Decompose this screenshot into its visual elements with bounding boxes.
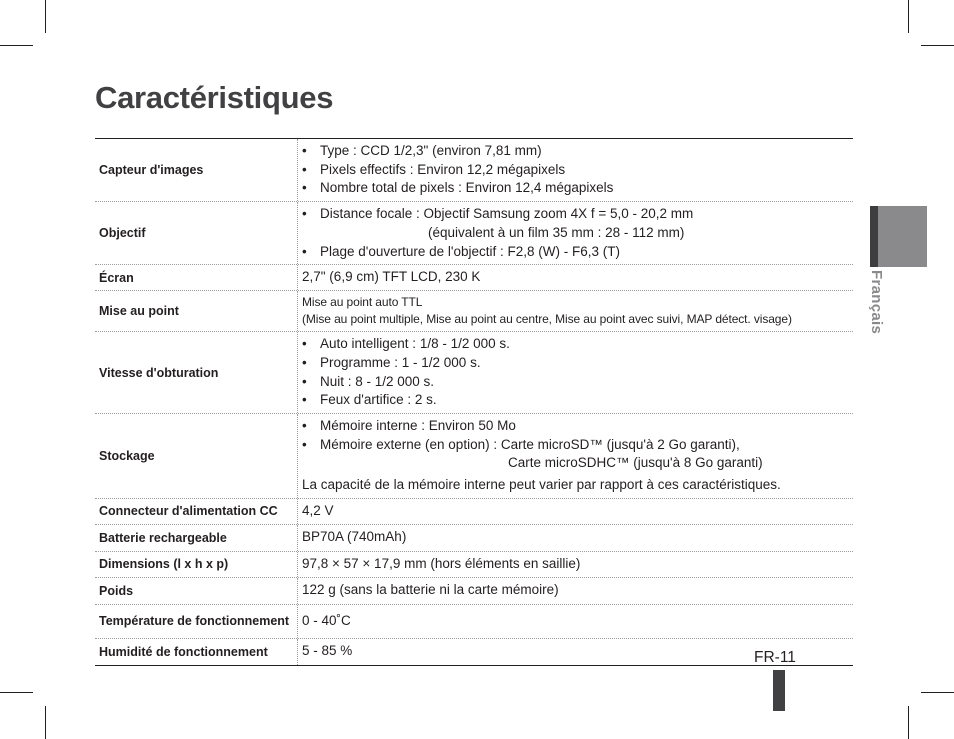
spec-line-text: Type : CCD 1/2,3" (environ 7,81 mm) [320,143,542,158]
crop-mark [0,692,33,693]
spec-line-text: Nombre total de pixels : Environ 12,4 mégapixels [320,180,614,196]
spec-row [95,605,853,639]
spec-label: Connecteur d'alimentation CC [95,499,298,524]
spec-line-text: Plage d'ouverture de l'objectif : F2,8 (W) - F6,3 (T) [320,243,621,259]
spec-bullet-line [302,161,853,180]
spec-line-text: 97,8 × 57 × 17,9 mm (hors éléments en saillie) [302,555,581,571]
spec-label: Dimensions (l x h x p) [95,552,298,577]
spec-bullet-line [302,335,853,354]
language-tab-label: Français [868,270,885,335]
spec-line-text: 4,2 V [302,502,334,518]
spec-label: Batterie rechargeable [95,525,298,551]
spec-value [298,202,853,264]
spec-line-text: 2,7" (6,9 cm) TFT LCD, 230 K [302,269,481,285]
bullet-icon: • [302,243,307,259]
spec-line-text: Carte microSDHC™ (jusqu'à 8 Go garanti) [508,455,763,471]
spec-table [95,138,853,666]
bullet-icon: • [302,373,307,389]
spec-label: Stockage [95,414,298,498]
spec-line-text: Pixels effectifs : Environ 12,2 mégapixels [320,161,566,177]
spec-value [298,332,853,413]
bullet-icon: • [302,206,307,222]
language-tab-accent [870,206,878,267]
spec-line-text: 122 g (sans la batterie ni la carte mémoire) [302,582,559,598]
bullet-icon: • [302,392,307,408]
crop-mark [908,0,909,33]
crop-mark [45,706,46,739]
spec-bullet-line [302,391,853,410]
spec-row [95,499,853,525]
spec-line-text: 0 - 40˚C [302,612,351,628]
spec-value [298,525,853,551]
page-number-bar [773,670,785,711]
spec-line-text: Nuit : 8 - 1/2 000 s. [320,373,435,389]
spec-line-text: (Mise au point multiple, Mise au point au centre, Mise au point avec suivi, MAP détect. visage) [302,312,792,327]
crop-mark [908,706,909,739]
language-tab-marker [870,206,927,267]
spec-bullet-line [302,436,853,455]
spec-value [298,414,853,498]
spec-value [298,578,853,604]
bullet-icon: • [302,436,307,452]
spec-row [95,525,853,552]
spec-value [298,605,853,638]
spec-row [95,332,853,414]
spec-value [298,552,853,577]
spec-value [298,499,853,524]
spec-label: Capteur d'images [95,139,298,201]
bullet-icon: • [302,180,307,196]
spec-bullet-line [302,243,853,262]
spec-row [95,202,853,265]
spec-line-text: Mise au point auto TTL [302,295,423,310]
spec-line-text: La capacité de la mémoire interne peut varier par rapport à ces caractéristiques. [302,477,781,493]
spec-label: Écran [95,265,298,290]
crop-mark [921,45,954,46]
spec-label: Vitesse d'obturation [95,332,298,413]
spec-row [95,578,853,605]
crop-mark [0,45,33,46]
spec-bullet-line [302,142,853,161]
spec-line-text: Distance focale : Objectif Samsung zoom 4X f = 5,0 - 20,2 mm [320,206,694,222]
crop-mark [45,0,46,33]
crop-mark [921,692,954,693]
spec-bullet-line [302,179,853,198]
spec-row [95,552,853,578]
bullet-icon: • [302,143,307,158]
bullet-icon: • [302,336,307,352]
spec-label: Température de fonctionnement [95,605,298,638]
spec-row [95,414,853,499]
bullet-icon: • [302,418,307,434]
spec-value [298,139,853,201]
spec-row [95,291,853,332]
spec-line-text: Auto intelligent : 1/8 - 1/2 000 s. [320,336,510,352]
spec-bullet-line [302,417,853,436]
page-number: FR-11 [754,649,796,666]
spec-bullet-line [302,205,853,224]
spec-row [95,139,853,202]
spec-label: Mise au point [95,291,298,331]
spec-value [298,291,853,331]
bullet-icon: • [302,161,307,177]
spec-line-text: Mémoire externe (en option) : Carte microSD™ (jusqu'à 2 Go garanti), [320,436,740,452]
spec-line-text: BP70A (740mAh) [302,529,407,545]
spec-bullet-line [302,354,853,373]
bullet-icon: • [302,354,307,370]
spec-line-text: (équivalent à un film 35 mm : 28 - 112 mm) [428,224,685,240]
spec-line-text: Feux d'artifice : 2 s. [320,392,437,408]
spec-bullet-line [302,373,853,392]
spec-row [95,639,853,665]
spec-label: Humidité de fonctionnement [95,639,298,665]
spec-line-text: Programme : 1 - 1/2 000 s. [320,354,481,370]
spec-line-text: 5 - 85 % [302,643,353,659]
spec-row [95,265,853,291]
spec-line-text: Mémoire interne : Environ 50 Mo [320,418,516,434]
spec-label: Poids [95,578,298,604]
spec-label: Objectif [95,202,298,264]
spec-value [298,265,853,290]
page-title: Caractéristiques [95,80,334,115]
